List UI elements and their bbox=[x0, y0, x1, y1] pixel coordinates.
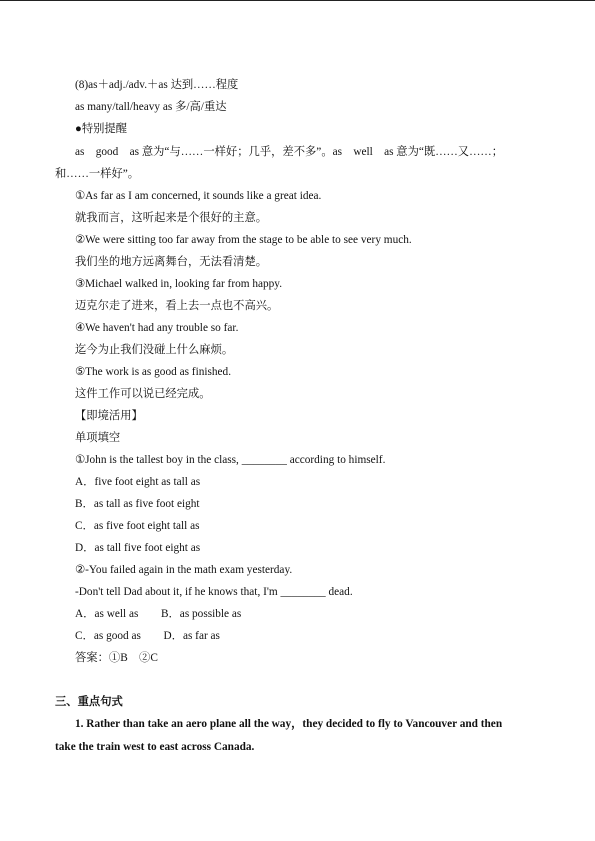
reminder-text-line-1: as good as 意为“与……一样好；几乎，差不多”。as well as 意为“既……又……； bbox=[75, 146, 503, 158]
reminder-text-line-2: 和……一样好”。 bbox=[55, 168, 140, 180]
example-4-english: ④We haven't had any trouble so far. bbox=[75, 322, 239, 334]
example-3-english: ③Michael walked in, looking far from happy. bbox=[75, 278, 283, 290]
question-1-option-c: C．as five foot eight tall as bbox=[75, 520, 200, 532]
multiple-choice-heading: 单项填空 bbox=[75, 432, 121, 444]
example-4-chinese: 迄今为止我们没碰上什么麻烦。 bbox=[75, 344, 234, 356]
example-5-english: ⑤The work is as good as finished. bbox=[75, 366, 232, 378]
special-reminder-heading: ●特别提醒 bbox=[75, 123, 128, 135]
key-sentence-1-line-1: 1. Rather than take an aero plane all the way，they decided to fly to Vancouver and then bbox=[75, 718, 503, 730]
example-5-chinese: 这件工作可以说已经完成。 bbox=[75, 388, 211, 400]
practice-heading: 【即境活用】 bbox=[75, 410, 143, 422]
key-sentence-1-line-2: take the train west to east across Canada. bbox=[55, 741, 255, 753]
question-1-stem: ①John is the tallest boy in the class, ________ according to himself. bbox=[75, 454, 386, 466]
page-top-border bbox=[0, 0, 595, 1]
question-2-options-cd: C．as good as D．as far as bbox=[75, 630, 220, 642]
example-3-chinese: 迈克尔走了进来，看上去一点也不高兴。 bbox=[75, 300, 279, 312]
phrase-as-many-as: as many/tall/heavy as 多/高/重达 bbox=[75, 101, 227, 113]
example-1-english: ①As far as I am concerned, it sounds like a great idea. bbox=[75, 190, 322, 202]
question-2-options-ab: A．as well as B．as possible as bbox=[75, 608, 242, 620]
section-heading-key-sentences: 三、重点句式 bbox=[55, 696, 123, 708]
question-1-option-b: B．as tall as five foot eight bbox=[75, 498, 200, 510]
question-2-stem-line-1: ②-You failed again in the math exam yesterday. bbox=[75, 564, 293, 576]
question-1-option-a: A．five foot eight as tall as bbox=[75, 476, 201, 488]
answer-key: 答案：①B ②C bbox=[75, 652, 158, 664]
example-1-chinese: 就我而言，这听起来是个很好的主意。 bbox=[75, 212, 268, 224]
heading-as-adj-as: (8)as＋adj./adv.＋as 达到……程度 bbox=[75, 79, 239, 91]
question-1-option-d: D．as tall five foot eight as bbox=[75, 542, 201, 554]
example-2-chinese: 我们坐的地方远离舞台，无法看清楚。 bbox=[75, 256, 268, 268]
example-2-english: ②We were sitting too far away from the stage to be able to see very much. bbox=[75, 234, 412, 246]
question-2-stem-line-2: -Don't tell Dad about it, if he knows that, I'm ________ dead. bbox=[75, 586, 353, 598]
